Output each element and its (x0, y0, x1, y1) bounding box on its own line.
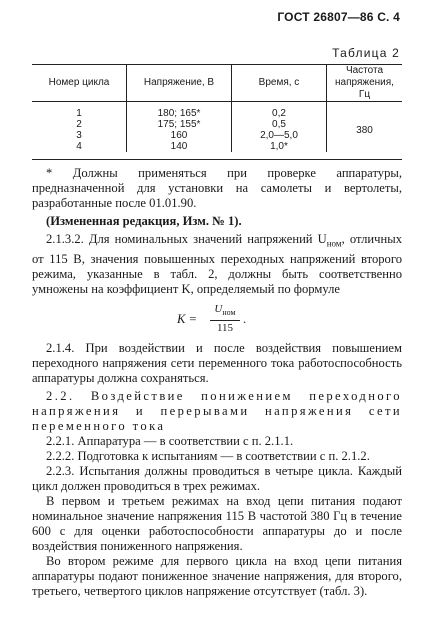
table-row (32, 102, 402, 120)
formula-num-symbol: U (214, 302, 223, 315)
document-header: ГОСТ 26807—86 С. 4 (277, 10, 400, 24)
clause-2-1-3-2 (32, 232, 402, 297)
formula-k (32, 303, 402, 333)
formula-numerator (210, 303, 240, 321)
col-header-time: Время, с (232, 65, 327, 102)
clause-2-1-3-2-start: 2.1.3.2. Для номинальных значений напряжений U (46, 232, 327, 246)
formula-period: . (243, 311, 247, 326)
footnote: * Должны применяться при проверке аппаратуры, предназначенной для установки на самолеты и вертолеты, разработанные после 01.01.90. (32, 166, 402, 210)
cell-cycle: 3 (76, 130, 82, 141)
formula-fraction (210, 303, 240, 334)
formula-denominator: 115 (216, 321, 234, 334)
paragraph-modes-1-3: В первом и третьем режимах на вход цепи питания подают номинальное значение напряжения 115 В частотой 380 Гц в течение 600 с для оценки работоспособности аппаратуры до и после воздействия пониженного напряжения. (32, 493, 402, 553)
clause-2-2-3: 2.2.3. Испытания должны проводиться в четыре цикла. Каждый цикл должен проводиться в трех режимах. (32, 463, 402, 493)
clause-2-2-1: 2.2.1. Аппаратура — в соответствии с п. 2.1.1. (46, 433, 294, 448)
table-label: Таблица 2 (332, 46, 400, 60)
cell-cycle: 4 (76, 141, 82, 152)
cell-voltage: 180; 165* (127, 102, 232, 120)
paragraph-mode-2: Во втором режиме для первого цикла на вход цепи питания аппаратуры подают пониженное значение напряжения, для второго, третьего, четвертого циклов напряжение отсутствует (табл. 3). (32, 553, 402, 598)
cell-voltage: 175; 155* (127, 119, 232, 130)
cell-voltage: 140 (127, 141, 232, 152)
formula-num-sub: ном (222, 307, 236, 317)
voltage-table (32, 64, 402, 152)
col-header-frequency: Частота напряжения, Гц (327, 65, 403, 102)
clause-2-1-3-2-sub: ном (326, 238, 342, 249)
clause-2-2-2: 2.2.2. Подготовка к испытаниям — в соответствии с п. 2.1.2. (46, 448, 370, 463)
main-text (32, 214, 402, 599)
clause-2-1-3-2-rest: , отличных от 115 В, значения повышенных переходных напряжений второго режима, указанные в табл. 2, должны быть соответственно умножены на коэффициент K, определяемый по формуле (32, 232, 402, 296)
cell-time: 0,2 (232, 102, 327, 120)
cell-cycle: 2 (76, 119, 82, 130)
table-bottom-rule (32, 159, 402, 160)
cell-time: 0,5 (232, 119, 327, 130)
clause-2-1-4: 2.1.4. При воздействии и после воздействия повышением переходного напряжения сети переменного тока работоспособность аппаратуры должна сохраняться. (32, 340, 402, 385)
formula-lhs: K = (177, 311, 198, 326)
cell-time: 1,0* (232, 141, 327, 152)
amendment-note: (Измененная редакция, Изм. № 1). (46, 214, 242, 228)
cell-time: 2,0—5,0 (232, 130, 327, 141)
clause-2-2: 2.2. Воздействие понижением переходного напряжения и перерывами напряжения сети переменного тока (32, 388, 402, 433)
cell-frequency: 380 (327, 102, 403, 153)
cell-voltage: 160 (127, 130, 232, 141)
cell-cycle: 1 (76, 108, 82, 119)
footnote-block (32, 166, 402, 211)
col-header-voltage: Напряжение, В (127, 65, 232, 102)
col-header-cycle: Номер цикла (32, 65, 127, 102)
